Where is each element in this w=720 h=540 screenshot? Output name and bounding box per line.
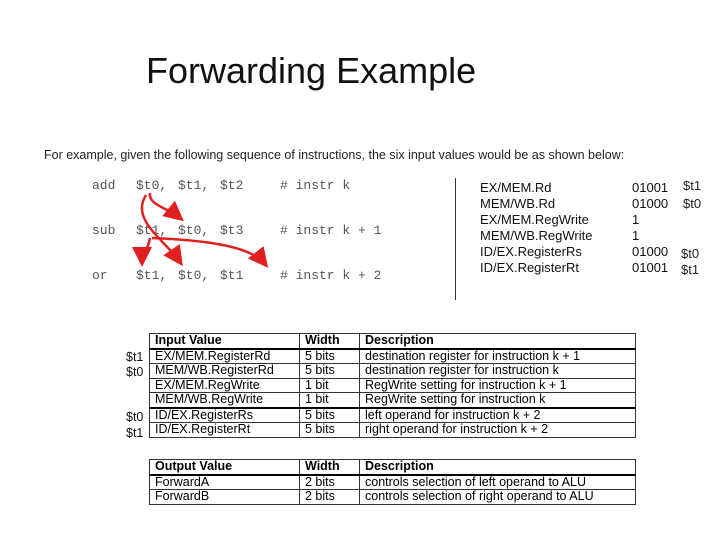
column-header: Input Value	[150, 334, 300, 349]
column-header: Description	[360, 334, 636, 349]
signal-name: EX/MEM.RegWrite	[480, 212, 589, 227]
cell-output-value: ForwardA	[150, 475, 300, 490]
signal-name: ID/EX.RegisterRs	[480, 244, 582, 259]
table-row	[150, 408, 636, 423]
code-arg-c: $t3	[220, 223, 244, 238]
cell-description: controls selection of left operand to ALU	[360, 475, 636, 490]
column-header: Width	[300, 334, 360, 349]
row-register-marker: $t1	[126, 350, 144, 364]
code-op: sub	[92, 223, 116, 238]
table-row	[150, 393, 636, 408]
table-row	[150, 423, 636, 438]
cell-description: right operand for instruction k + 2	[360, 423, 636, 438]
code-op: add	[92, 178, 116, 193]
arrow-t0-to-instr-k1	[150, 193, 180, 218]
row-register-marker: $t0	[126, 365, 144, 379]
code-comment: # instr k + 2	[280, 268, 382, 283]
cell-width: 5 bits	[300, 349, 360, 364]
cell-description: destination register for instruction k + 1	[360, 349, 636, 364]
arrow-t0-to-instr-k2	[142, 195, 180, 262]
arrow-t1-to-instr-k2-a	[142, 238, 150, 262]
code-arg-c: $t1	[220, 268, 244, 283]
signal-value: 1	[632, 228, 640, 243]
code-comment: # instr k + 1	[280, 223, 382, 238]
slide-title: Forwarding Example	[146, 50, 477, 91]
code-arg-c: $t2	[220, 178, 244, 193]
row-register-marker: $t0	[126, 410, 144, 424]
divider-line	[455, 178, 456, 300]
table-row	[150, 475, 636, 490]
cell-description: RegWrite setting for instruction k	[360, 393, 636, 408]
code-comment: # instr k	[280, 178, 351, 193]
cell-input-value: EX/MEM.RegisterRd	[150, 349, 300, 364]
code-arg-a: $t1,	[136, 223, 168, 238]
code-arg-a: $t1,	[136, 268, 168, 283]
signal-register: $t1	[681, 262, 700, 277]
cell-width: 2 bits	[300, 490, 360, 505]
cell-description: left operand for instruction k + 2	[360, 408, 636, 423]
cell-output-value: ForwardB	[150, 490, 300, 505]
code-arg-b: $t0,	[178, 268, 210, 283]
cell-width: 5 bits	[300, 423, 360, 438]
column-header: Description	[360, 460, 636, 475]
code-arg-b: $t0,	[178, 223, 210, 238]
output-values-table	[149, 459, 636, 505]
table-row	[150, 490, 636, 505]
code-arg-b: $t1,	[178, 178, 210, 193]
cell-input-value: ID/EX.RegisterRs	[150, 408, 300, 423]
input-values-table	[149, 333, 636, 438]
code-arg-a: $t0,	[136, 178, 168, 193]
signal-value: 1	[632, 212, 640, 227]
row-register-marker: $t1	[126, 426, 144, 440]
intro-text: For example, given the following sequence of instructions, the six input values would be as shown below:	[44, 148, 625, 162]
signal-name: MEM/WB.Rd	[480, 196, 556, 211]
cell-input-value: EX/MEM.RegWrite	[150, 378, 300, 393]
table-row	[150, 364, 636, 379]
signal-value: 01001	[632, 260, 669, 275]
signal-register: $t0	[681, 246, 700, 261]
signal-value: 01001	[632, 180, 669, 195]
signal-register: $t1	[683, 178, 702, 193]
table-row	[150, 349, 636, 364]
cell-width: 1 bit	[300, 393, 360, 408]
table-header-row	[150, 334, 636, 349]
column-header: Output Value	[150, 460, 300, 475]
cell-input-value: ID/EX.RegisterRt	[150, 423, 300, 438]
signal-value: 01000	[632, 244, 669, 259]
arrow-t1-to-instr-k2-b	[152, 238, 265, 264]
signal-value: 01000	[632, 196, 669, 211]
table-header-row	[150, 460, 636, 475]
table-row	[150, 378, 636, 393]
signal-name: ID/EX.RegisterRt	[480, 260, 579, 275]
cell-width: 5 bits	[300, 364, 360, 379]
cell-input-value: MEM/WB.RegWrite	[150, 393, 300, 408]
cell-description: controls selection of right operand to ALU	[360, 490, 636, 505]
cell-width: 1 bit	[300, 378, 360, 393]
cell-description: RegWrite setting for instruction k + 1	[360, 378, 636, 393]
signal-name: EX/MEM.Rd	[480, 180, 552, 195]
cell-width: 2 bits	[300, 475, 360, 490]
code-op: or	[92, 268, 108, 283]
cell-width: 5 bits	[300, 408, 360, 423]
signal-name: MEM/WB.RegWrite	[480, 228, 593, 243]
cell-description: destination register for instruction k	[360, 364, 636, 379]
cell-input-value: MEM/WB.RegisterRd	[150, 364, 300, 379]
signal-register: $t0	[683, 196, 702, 211]
column-header: Width	[300, 460, 360, 475]
